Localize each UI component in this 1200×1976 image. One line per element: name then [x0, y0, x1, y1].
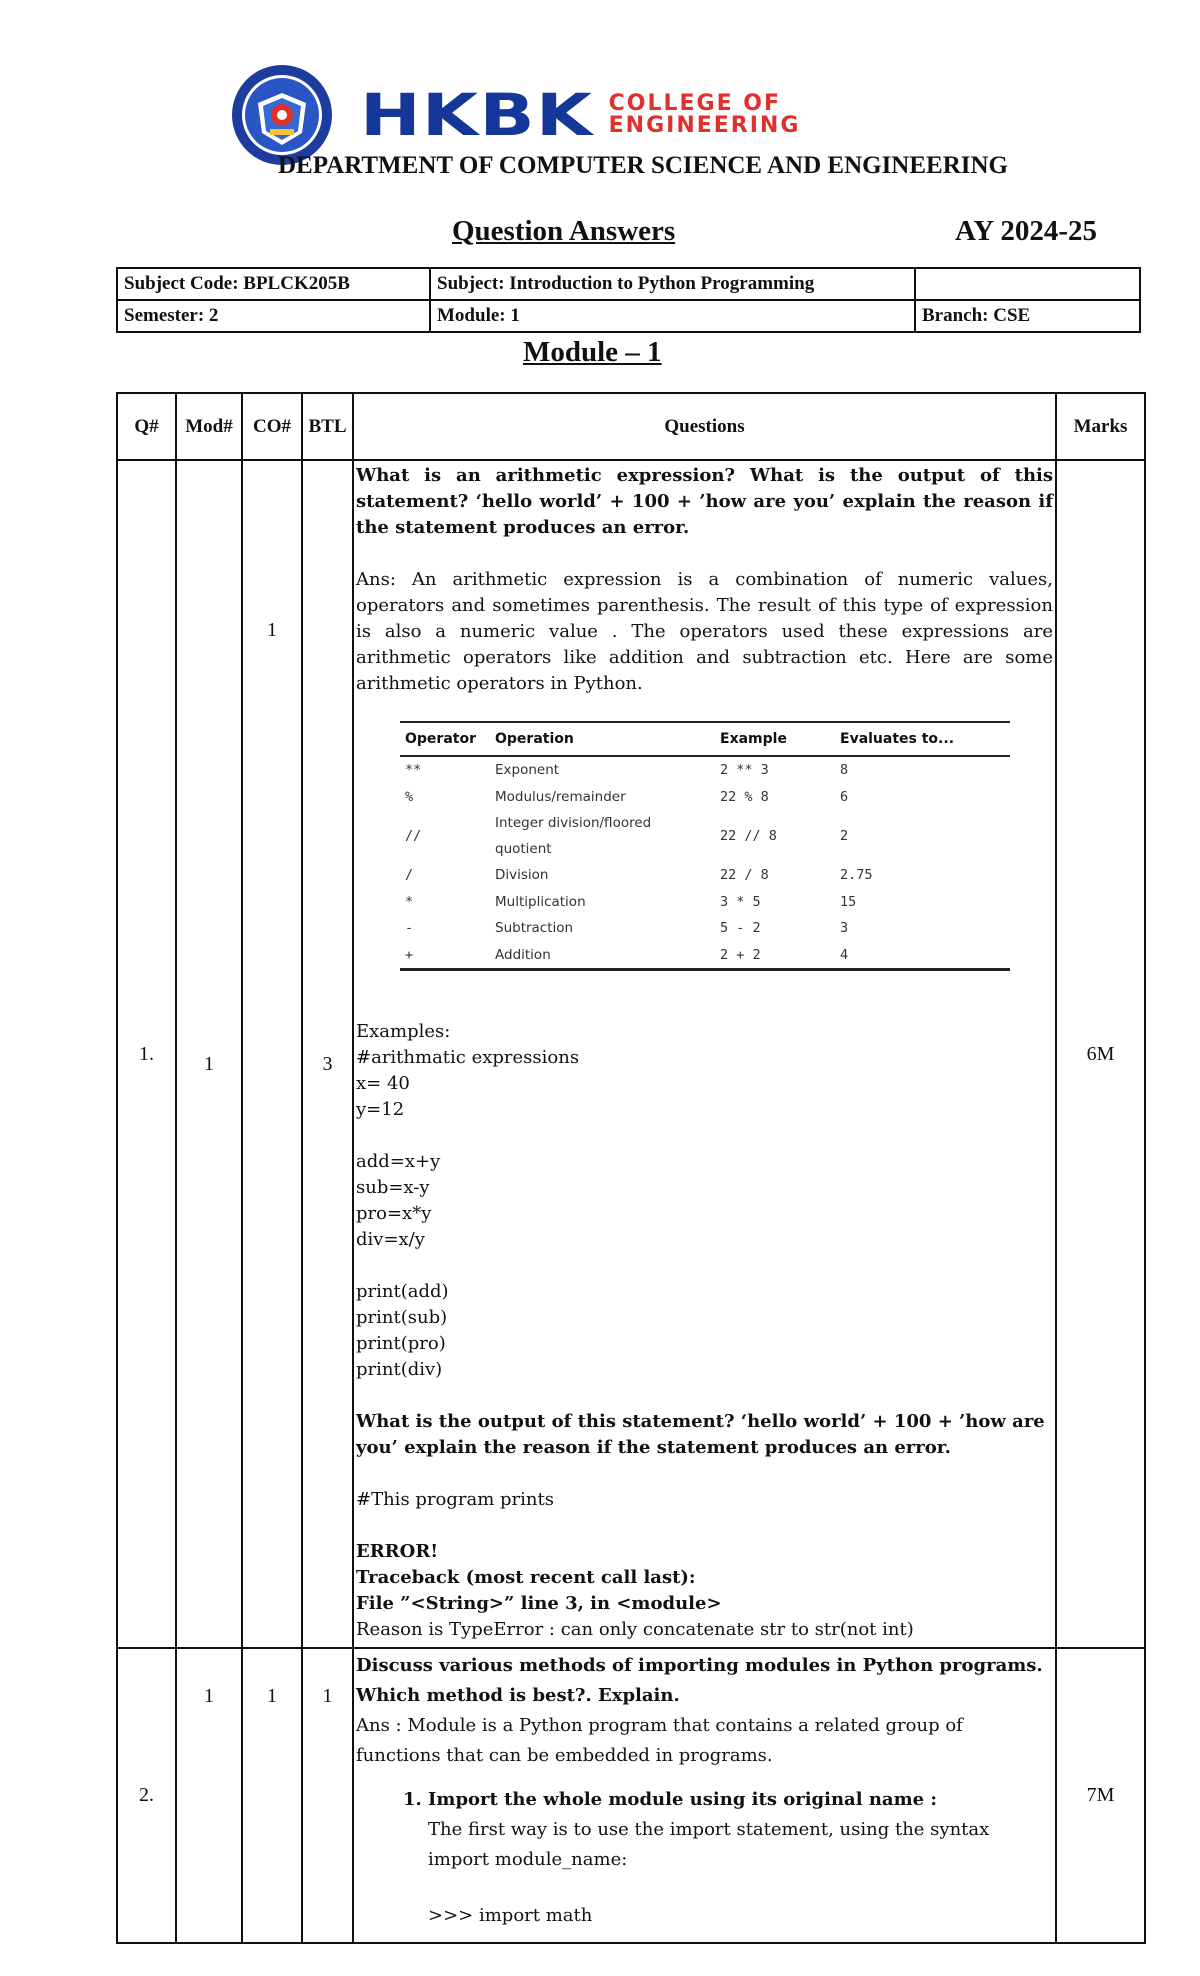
q2-module: 1	[204, 1685, 214, 1707]
op-cell: %	[405, 788, 414, 805]
q1-btl-cell	[302, 460, 353, 1648]
op-cell: Subtraction	[495, 920, 574, 937]
examples-label: Examples:	[356, 1021, 451, 1042]
q1-co: 1	[267, 619, 277, 641]
error-line: File ”<String>” line 3, in <module>	[356, 1593, 722, 1614]
q1-answer: Ans: An arithmetic expression is a combination of numeric values, operators and sometimes parenthesis. The result of this type of expression is also a numeric value . The operators used these expressions are arithmetic operators like addition and subtraction etc. Here are some arithmetic operators in Python.	[356, 569, 1053, 694]
q2-co-cell	[242, 1648, 302, 1943]
college-name-main: HKBK	[360, 81, 594, 149]
op-cell: Modulus/remainder	[495, 788, 626, 805]
op-cell: //	[405, 828, 422, 844]
code-line: div=x/y	[356, 1229, 425, 1250]
op-cell: Division	[495, 867, 549, 884]
code-line: x= 40	[356, 1073, 410, 1094]
table-row	[400, 756, 1010, 784]
module-heading: Module – 1	[523, 336, 662, 368]
op-cell: /	[405, 867, 414, 884]
op-cell: 15	[840, 893, 857, 910]
col-header-mod: Mod#	[176, 393, 242, 460]
college-name-sub-2: ENGINEERING	[608, 113, 801, 138]
questions-table	[116, 392, 1146, 1944]
col-header-questions: Questions	[353, 393, 1056, 460]
code-line: add=x+y	[356, 1151, 441, 1172]
op-cell: 3 * 5	[720, 893, 761, 910]
q1-number: 1.	[117, 460, 176, 1648]
code-line: y=12	[356, 1099, 405, 1120]
op-col-operation: Operation	[490, 722, 715, 756]
q2-btl: 1	[322, 1685, 333, 1707]
college-name-sub-1: COLLEGE OF	[608, 91, 782, 116]
subject-code: Subject Code: BPLCK205B	[117, 268, 430, 300]
op-col-example: Example	[715, 722, 835, 756]
op-cell: 2 + 2	[715, 942, 835, 970]
table-row	[117, 460, 1145, 1648]
import-methods-list	[356, 1785, 1053, 1931]
code-line: print(pro)	[356, 1333, 446, 1354]
op-cell: 4	[835, 942, 1010, 970]
table-row	[400, 889, 1010, 916]
q2-answer: Ans : Module is a Python program that contains a related group of functions that can be embedded in programs.	[356, 1715, 963, 1766]
error-line: Traceback (most recent call last):	[356, 1567, 696, 1588]
q1-co-cell	[242, 460, 302, 1648]
code-line: >>> import math	[428, 1905, 593, 1926]
col-header-qno: Q#	[117, 393, 176, 460]
op-cell: 5 - 2	[720, 920, 761, 937]
op-cell: 22 % 8	[720, 788, 769, 805]
module-number: Module: 1	[430, 300, 915, 332]
q1-btl: 3	[322, 1052, 333, 1075]
code-line: print(add)	[356, 1281, 449, 1302]
semester: Semester: 2	[117, 300, 430, 332]
q1-module: 1	[204, 1052, 214, 1075]
q1-question-repeat: What is the output of this statement? ‘hello world’ + 100 + ’how are you’ explain the reason if the statement produces an error.	[356, 1411, 1045, 1458]
list-item	[428, 1785, 1053, 1931]
op-cell: 8	[840, 762, 849, 779]
q1-marks: 6M	[1056, 460, 1145, 1648]
code-line: sub=x-y	[356, 1177, 430, 1198]
col-header-marks: Marks	[1056, 393, 1145, 460]
q2-question: Discuss various methods of importing modules in Python programs. Which method is best?. Explain.	[356, 1655, 1043, 1706]
op-cell: -	[405, 920, 414, 937]
subject-name: Subject: Introduction to Python Programming	[430, 268, 915, 300]
col-header-co: CO#	[242, 393, 302, 460]
q1-content	[353, 460, 1056, 1648]
table-row	[400, 942, 1010, 970]
table-header-row	[117, 393, 1145, 460]
op-cell: Multiplication	[495, 893, 586, 910]
op-cell: *	[405, 893, 414, 910]
error-reason: Reason is TypeError : can only concatenate str to str(not int)	[356, 1619, 914, 1640]
operator-table	[400, 721, 1010, 971]
code-line: print(div)	[356, 1359, 443, 1380]
op-cell: Exponent	[495, 762, 560, 779]
op-cell: 22 / 8	[720, 867, 769, 884]
table-row	[400, 784, 1010, 811]
code-line: print(sub)	[356, 1307, 448, 1328]
op-cell: 22 // 8	[720, 828, 777, 844]
q2-co: 1	[267, 1685, 277, 1707]
table-row	[400, 862, 1010, 889]
op-cell: Addition	[490, 942, 715, 970]
q2-number: 2.	[117, 1648, 176, 1943]
op-cell: **	[405, 762, 422, 779]
program-note: #This program prints	[356, 1489, 554, 1510]
q2-btl-cell	[302, 1648, 353, 1943]
q2-content	[353, 1648, 1056, 1943]
q1-question: What is an arithmetic expression? What is the output of this statement? ‘hello world’ + 100 + ’how are you’ explain the reason if the statement produces an error.	[356, 465, 1053, 538]
department-title: DEPARTMENT OF COMPUTER SCIENCE AND ENGINEERING	[278, 152, 1008, 179]
empty-info-cell	[915, 268, 1140, 300]
document-title: Question Answers	[452, 215, 676, 247]
q2-marks: 7M	[1056, 1648, 1145, 1943]
op-cell: 2	[840, 828, 849, 844]
branch: Branch: CSE	[915, 300, 1140, 332]
q2-mod-cell	[176, 1648, 242, 1943]
code-line: #arithmatic expressions	[356, 1047, 580, 1068]
academic-year: AY 2024-25	[955, 215, 1098, 247]
op-col-operator: Operator	[400, 722, 490, 756]
op-cell: 2.75	[840, 867, 873, 884]
table-row	[400, 810, 1010, 862]
op-cell: +	[400, 942, 490, 970]
method1-title: Import the whole module using its original name :	[428, 1789, 937, 1810]
op-cell: 2 ** 3	[720, 762, 769, 779]
op-cell: 3	[840, 920, 849, 937]
op-cell: Integer division/floored quotient	[495, 815, 652, 857]
code-line: pro=x*y	[356, 1203, 432, 1224]
subject-info-table	[116, 267, 1141, 333]
q1-mod-cell	[176, 460, 242, 1648]
op-col-evaluates: Evaluates to...	[835, 722, 1010, 756]
col-header-btl: BTL	[302, 393, 353, 460]
method1-body: The first way is to use the import statement, using the syntax import module_name:	[428, 1819, 990, 1870]
table-row	[400, 915, 1010, 942]
table-row	[117, 1648, 1145, 1943]
op-cell: 6	[840, 788, 849, 805]
error-line: ERROR!	[356, 1541, 439, 1562]
